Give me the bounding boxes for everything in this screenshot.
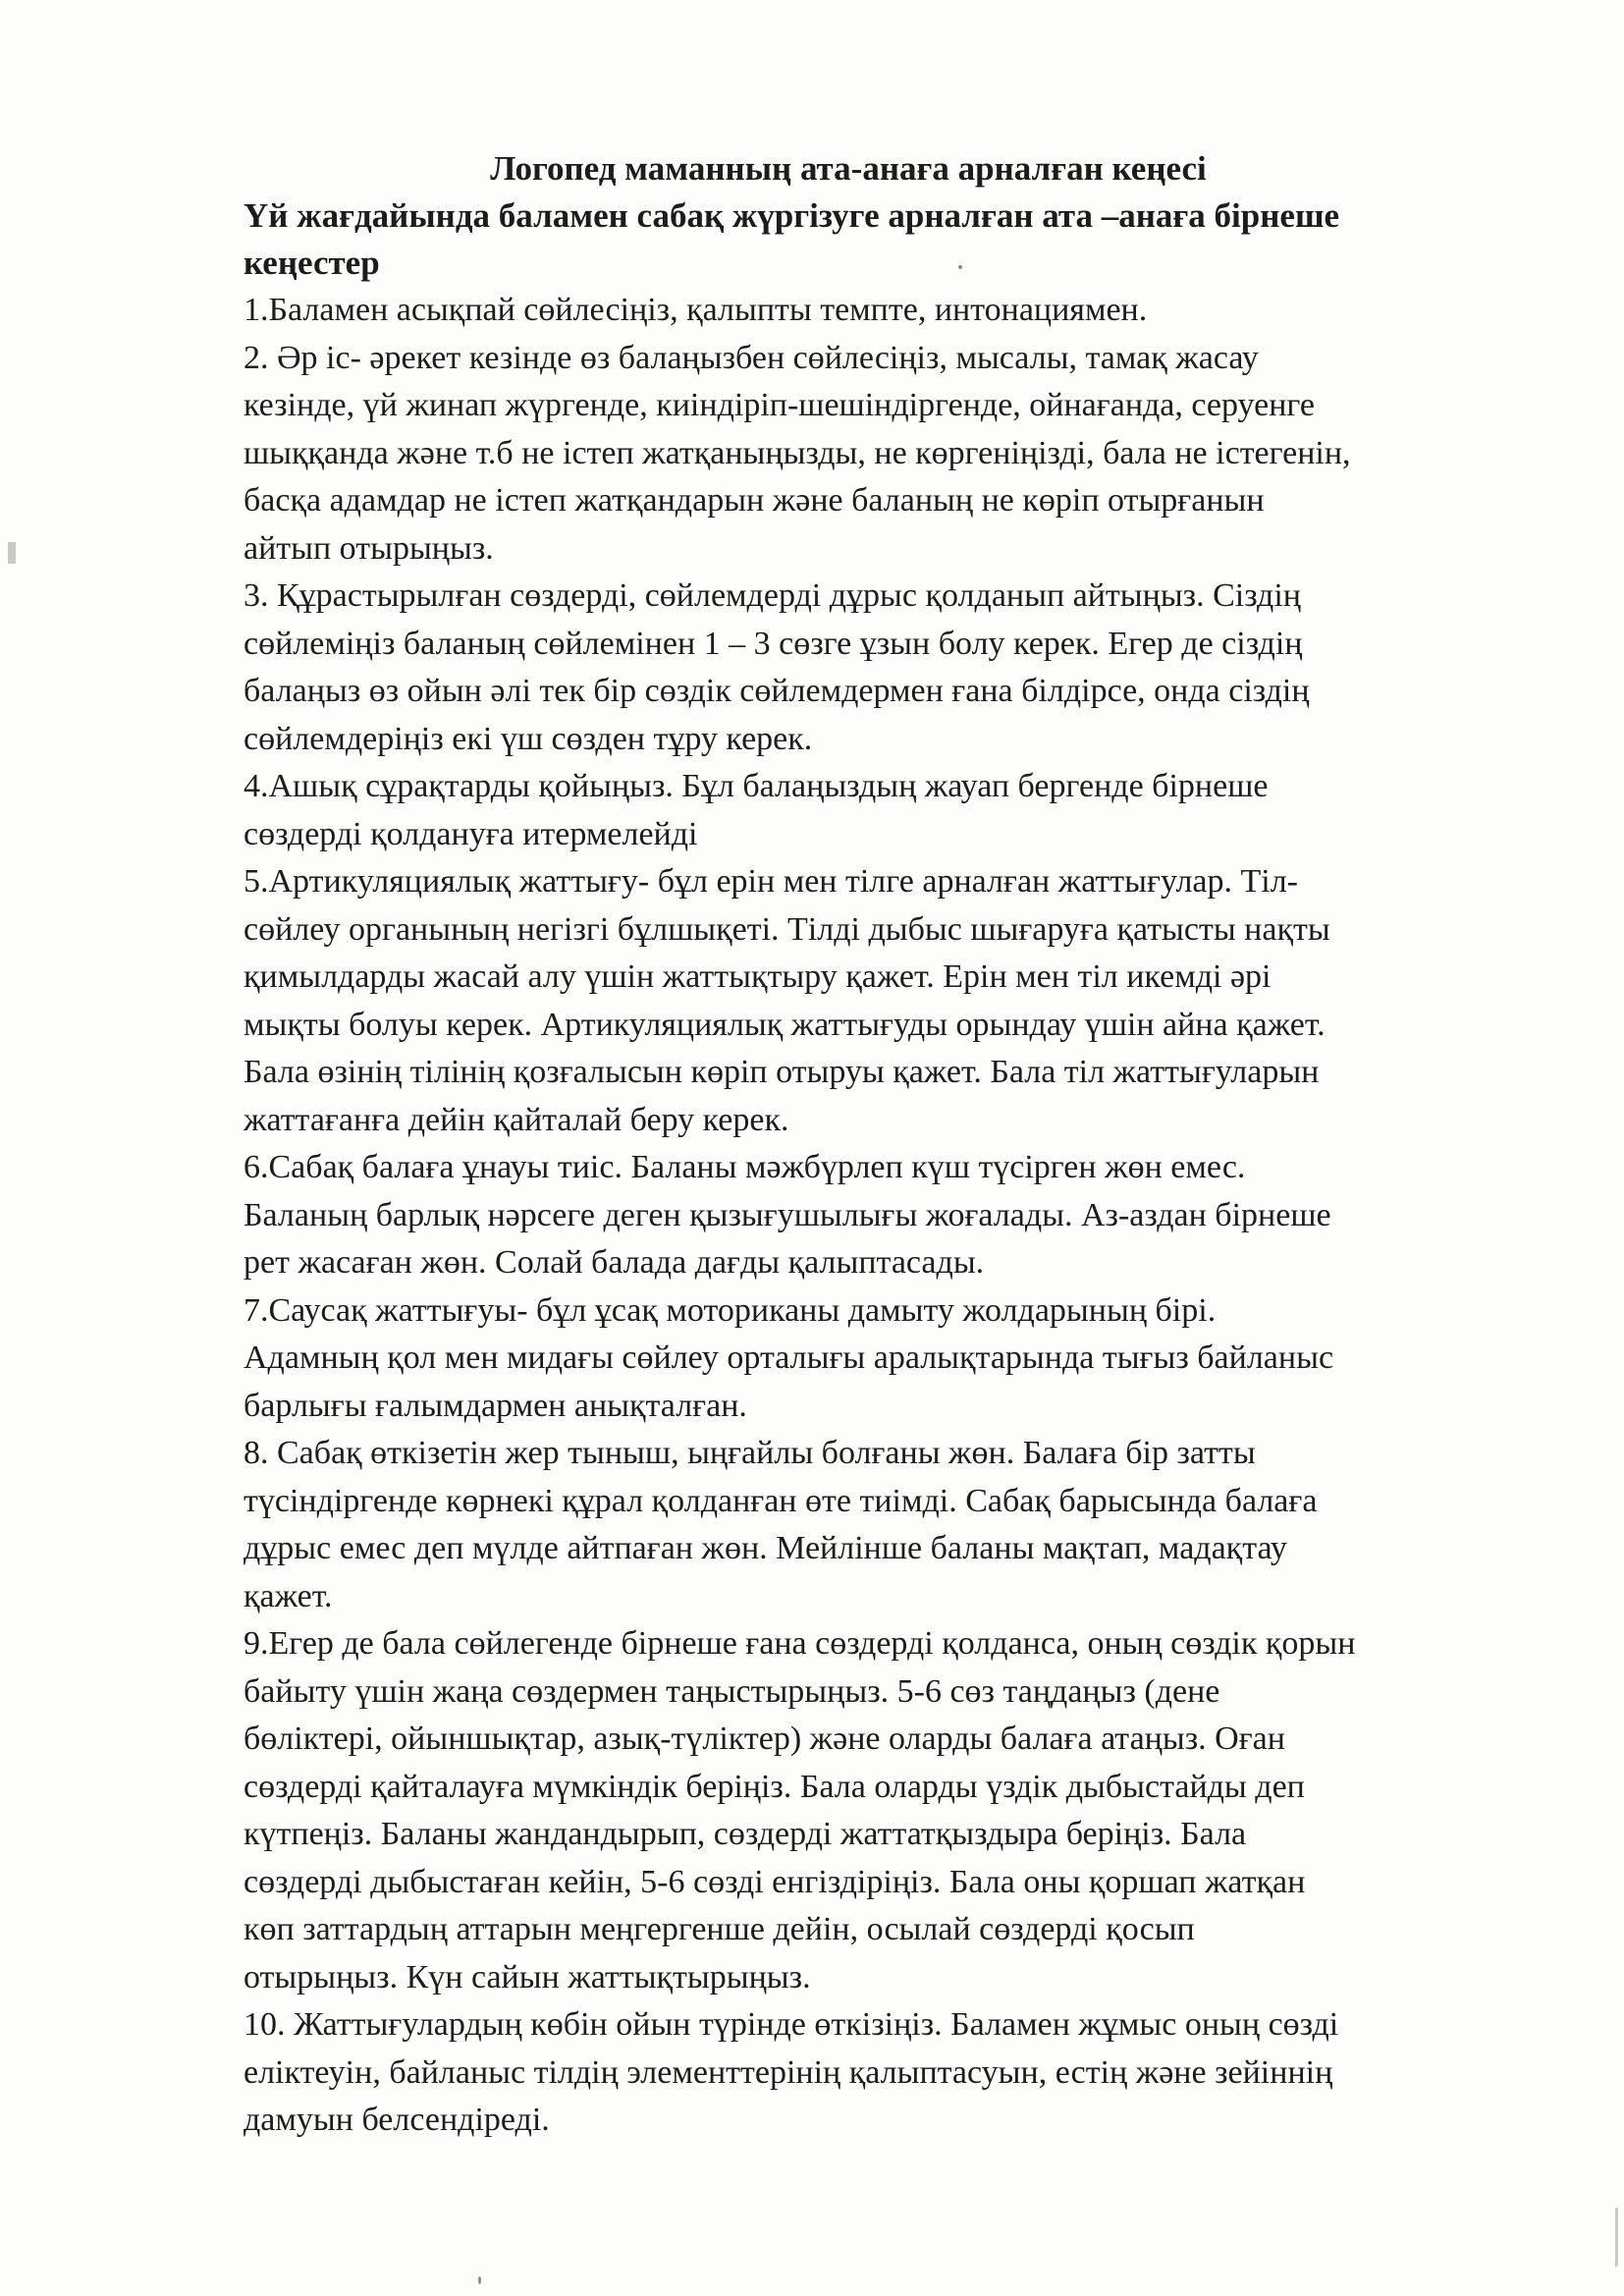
body-line: кезінде, үй жинап жүргенде, киіндіріп-шешіндіргенде, ойнағанда, серуенге (244, 387, 1315, 423)
scan-edge-mark (1615, 2208, 1618, 2267)
document-title: Логопед маманның ата-анаға арналған кеңесі (490, 149, 1207, 188)
body-line: отырыңыз. Күн сайын жаттықтырыңыз. (244, 1958, 811, 1995)
body-line: Бала өзінің тілінің қозғалысын көріп отыруы қажет. Бала тіл жаттығуларын (244, 1054, 1320, 1090)
body-line: шыққанда және т.б не істеп жатқаныңызды, не көргеніңізді, бала не істегенін, (244, 434, 1351, 471)
document-subtitle-line: Үй жағдайында баламен сабақ жүргізуге арналған ата –анаға бірнеше (244, 196, 1340, 235)
body-line: рет жасаған жөн. Солай балада дағды қалыптасады. (244, 1244, 985, 1281)
body-line: 3. Құрастырылған сөздерді, сөйлемдерді дұрыс қолданып айтыңыз. Сіздің (244, 577, 1301, 614)
body-line: сөйлеу органының негізгі бұлшықеті. Тілді дыбыс шығаруға қатысты нақты (244, 910, 1330, 948)
scan-speck (478, 2276, 481, 2284)
body-line: 1.Баламен асықпай сөйлесіңіз, қалыпты темпте, интонациямен. (244, 292, 1148, 328)
body-line: мықты болуы керек. Артикуляциялық жаттығуды орындау үшін айна қажет. (244, 1006, 1326, 1043)
document-body (244, 287, 1540, 2145)
body-line: Адамның қол мен мидағы сөйлеу орталығы аралықтарында тығыз байланыс (244, 1339, 1334, 1376)
body-line: байыту үшін жаңа сөздермен таңыстырыңыз. 5-6 сөз таңдаңыз (дене (244, 1672, 1220, 1710)
body-line: 10. Жаттығулардың көбін ойын түрінде өткізіңіз. Баламен жұмыс оның сөзді (244, 2006, 1339, 2043)
body-line: айтып отырыңыз. (244, 529, 494, 567)
body-line: 8. Сабақ өткізетін жер тыныш, ыңғайлы болғаны жөн. Балаға бір затты (244, 1435, 1256, 1471)
body-line: басқа адамдар не істеп жатқандарын және баланың не көріп отырғанын (244, 482, 1265, 519)
body-line: сөйлеміңіз баланың сөйлемінен 1 – 3 сөзге ұзын болу керек. Егер де сіздің (244, 625, 1303, 662)
document-content (244, 145, 1540, 2145)
body-line: дұрыс емес деп мүлде айтпаған жөн. Мейлінше баланы мақтап, мадақтау (244, 1530, 1287, 1566)
body-line: қимылдарды жасай алу үшін жаттықтыру қажет. Ерін мен тіл икемді әрі (244, 958, 1272, 995)
body-line: қажет. (244, 1577, 333, 1614)
body-line: барлығы ғалымдармен анықталған. (244, 1387, 747, 1424)
scan-edge-mark (8, 542, 16, 564)
body-line: сөйлемдеріңіз екі үш сөзден тұру керек. (244, 720, 813, 757)
body-line: дамуын белсендіреді. (244, 2102, 550, 2138)
body-line: күтпеңіз. Баланы жандандырып, сөздерді жаттатқыздыра беріңіз. Бала (244, 1816, 1247, 1852)
document-subtitle-line: кеңестер (244, 244, 380, 282)
body-line: бөліктері, ойыншықтар, азық-түліктер) және оларды балаға атаңыз. Оған (244, 1721, 1285, 1757)
body-line: түсіндіргенде көрнекі құрал қолданған өте тиімді. Сабақ барысында балаға (244, 1482, 1318, 1519)
body-line: 5.Артикуляциялық жаттығу- бұл ерін мен тілге арналған жаттығулар. Тіл- (244, 863, 1299, 900)
body-line: сөздерді қайталауға мүмкіндік беріңіз. Бала оларды үздік дыбыстайды деп (244, 1768, 1305, 1805)
body-line: 6.Сабақ балаға ұнауы тиіс. Баланы мәжбүрлеп күш түсірген жөн емес. (244, 1149, 1246, 1185)
body-line: 2. Әр іс- әрекет кезінде өз балаңызбен сөйлесіңіз, мысалы, тамақ жасау (244, 339, 1259, 376)
body-line: балаңыз өз ойын әлі тек бір сөздік сөйлемдермен ғана білдірсе, онда сіздің (244, 673, 1310, 709)
body-line: сөздерді қолдануға итермелейді (244, 815, 698, 852)
body-line: 9.Егер де бала сөйлегенде бірнеше ғана сөздерді қолданса, оның сөздік қорын (244, 1625, 1356, 1662)
body-line: көп заттардың аттарын меңгергенше дейін, осылай сөздерді қосып (244, 1911, 1195, 1947)
body-line: жаттағанға дейін қайталай беру керек. (244, 1101, 789, 1138)
body-line: еліктеуін, байланыс тілдің элементтерінің қалыптасуын, естің және зейіннің (244, 2053, 1333, 2091)
body-line: 4.Ашық сұрақтарды қойыңыз. Бұл балаңыздың жауап бергенде бірнеше (244, 768, 1269, 804)
body-line: 7.Саусақ жаттығуы- бұл ұсақ моториканы дамыту жолдарының бірі. (244, 1291, 1217, 1329)
body-line: сөздерді дыбыстаған кейін, 5-6 сөзді енгіздіріңіз. Бала оны қоршап жатқан (244, 1863, 1306, 1900)
body-line: Баланың барлық нәрсеге деген қызығушылығы жоғалады. Аз-аздан бірнеше (244, 1196, 1331, 1233)
